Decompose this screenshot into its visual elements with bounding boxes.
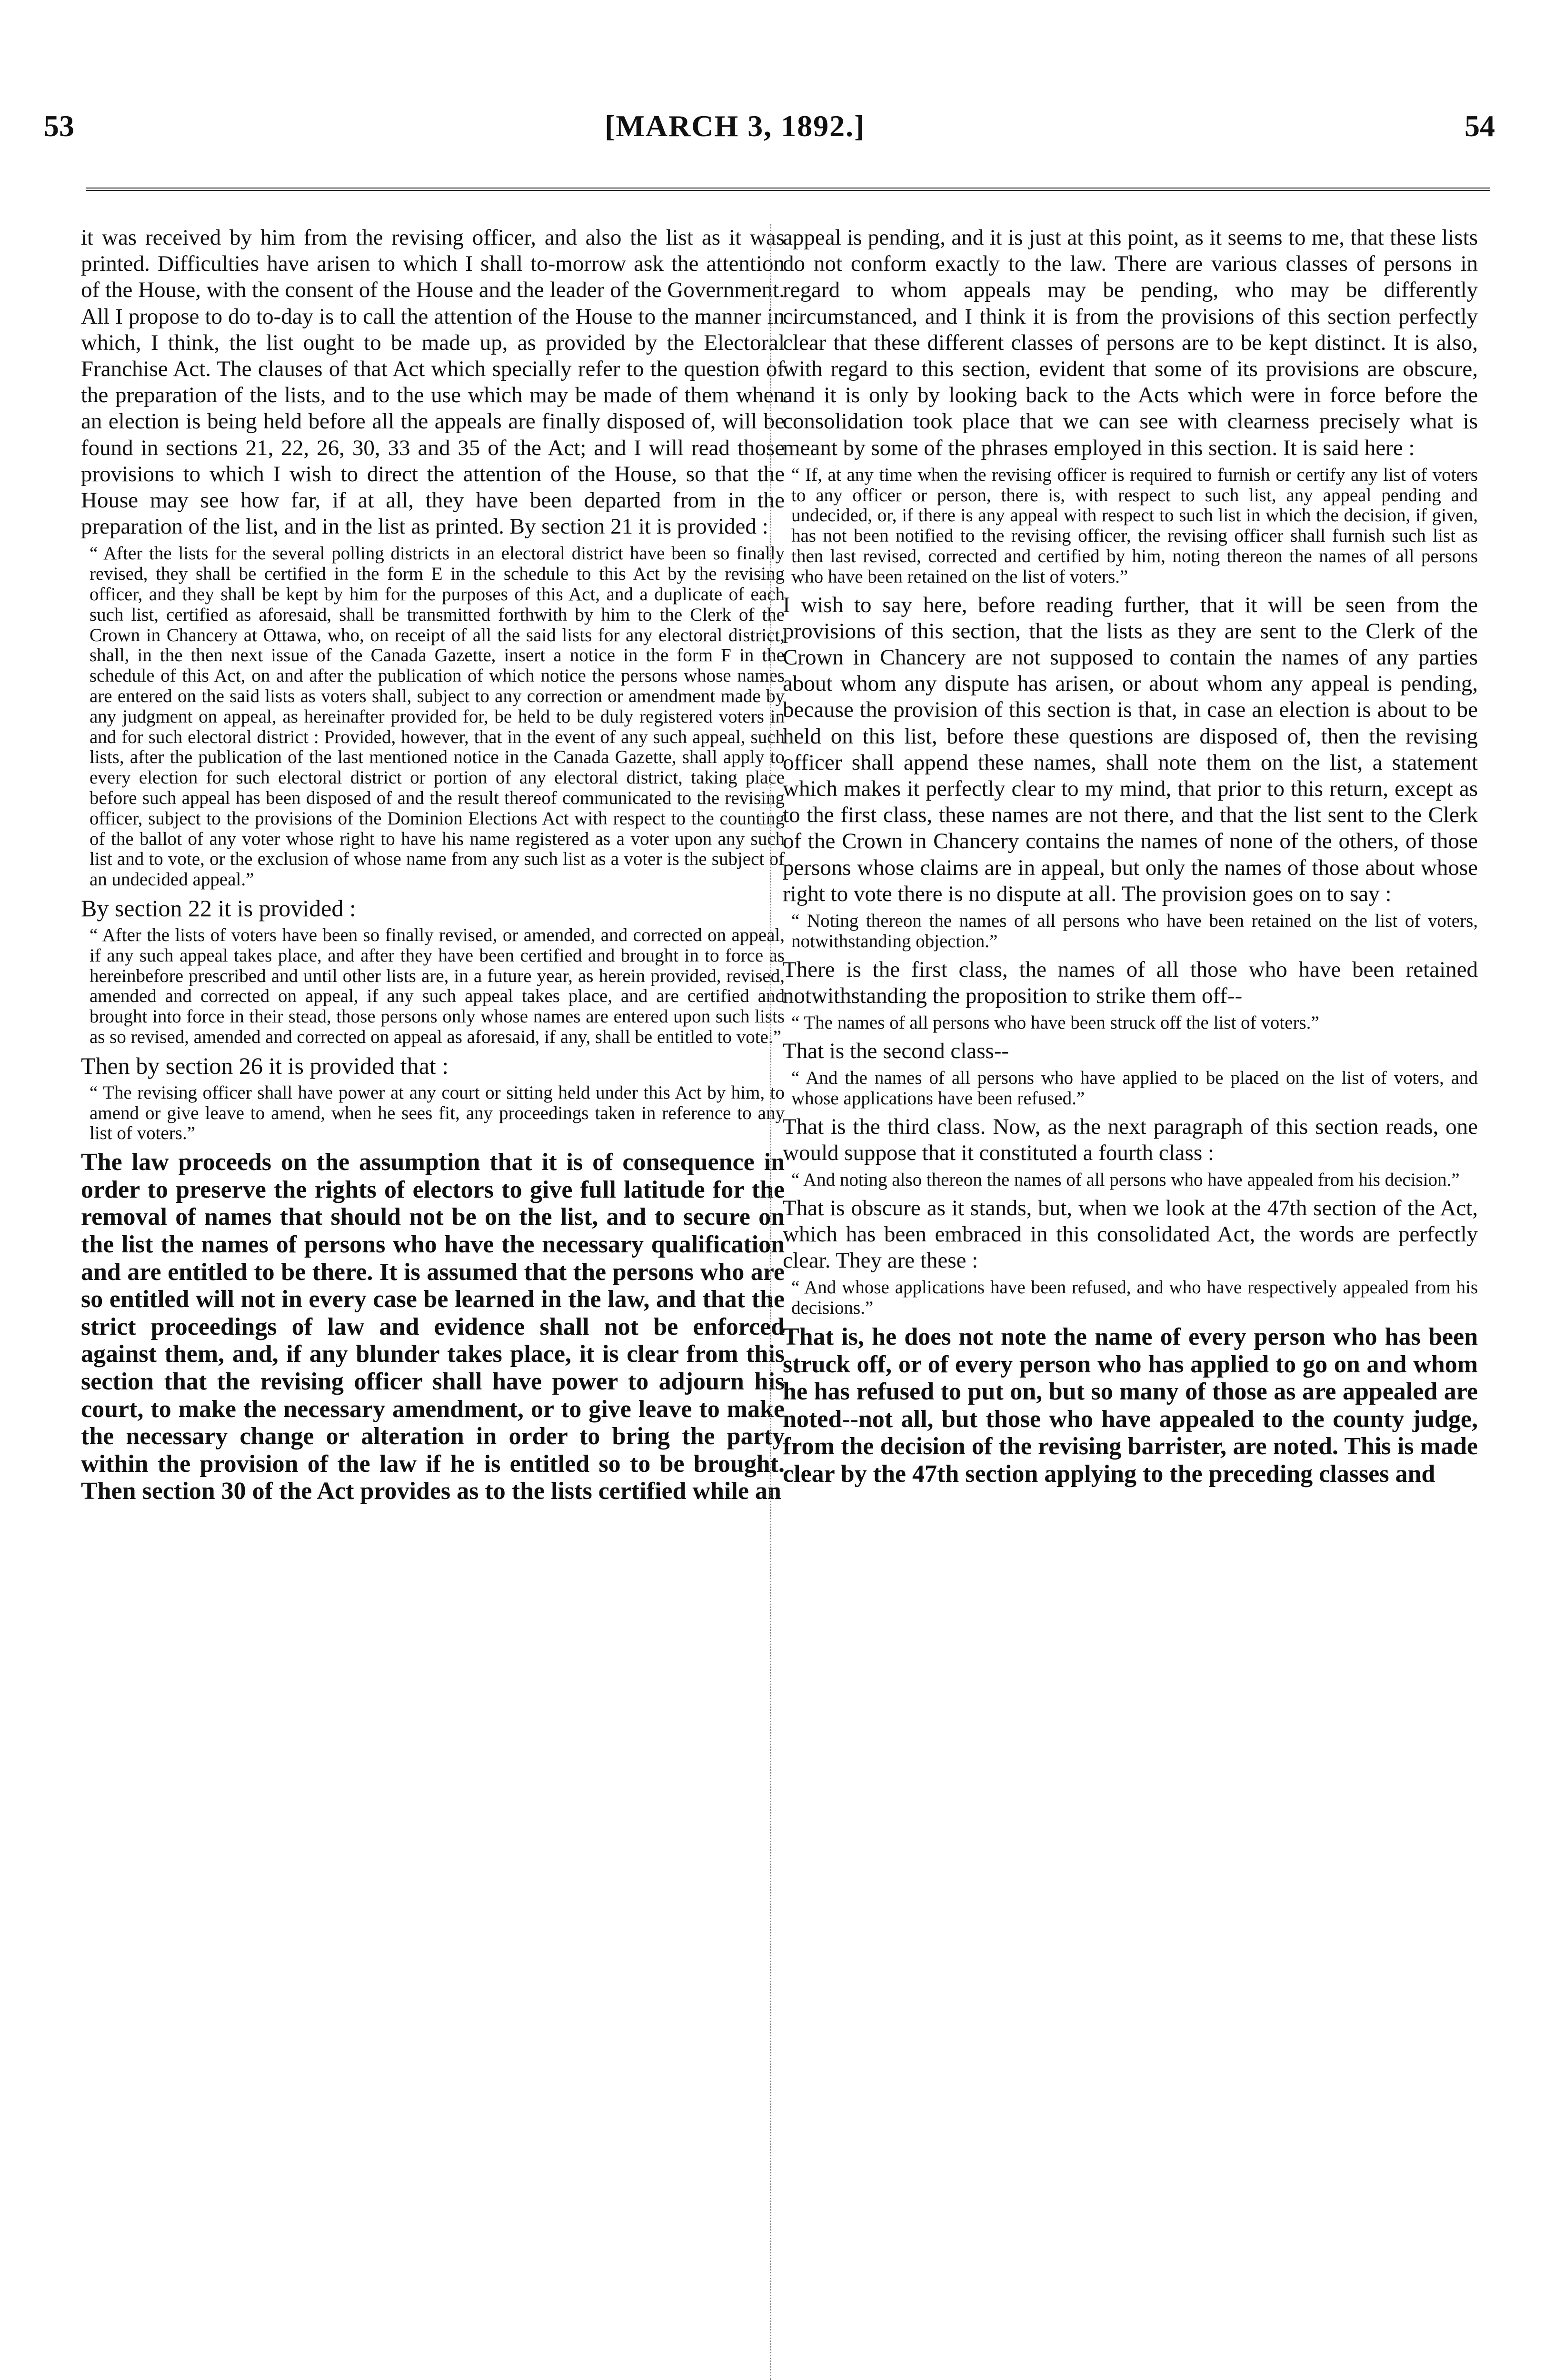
right-quote-3: “ The names of all persons who have been struck off the list of voters.” — [791, 1012, 1319, 1033]
column-divider — [770, 224, 771, 2380]
right-paragraph-1: appeal is pending, and it is just at this point, as it seems to me, that these lists do not conform exactly to the law. There are various classes of persons in regard to whom appeals may be pending, who may be differently circumstanced, and I think it is from the provisions of this section perfectly clear that these different classes of persons are to be kept distinct. It is also, with regard to this section, evident that some of its provisions are obscure, and it is only by looking back to the Acts which were in force before the consolidation took place that we can see with clearness precisely what is meant by some of the phrases employed in this section. It is said here : — [783, 225, 1478, 460]
left-paragraph-3: Then by section 26 it is provided that : — [81, 1052, 449, 1079]
left-paragraph-1: it was received by him from the revising officer, and also the list as it was printed. Difficulties have arisen to which I shall to-morrow ask the attention of the House, with the consent of the House and the leader of the Government. All I propose to do to-day is to call the attention of the House to the manner in which, I think, the list ought to be made up, as provided by the Electoral Franchise Act. The clauses of that Act which specially refer to the question of the preparation of the lists, and to the use which may be made of them when an election is being held before all the appeals are finally disposed of, will be found in sections 21, 22, 26, 30, 33 and 35 of the Act; and I will read those provisions to which I wish to direct the attention of the House, so that the House may see how far, if at all, they have been departed from in the preparation of the list, and in the list as printed. By section 21 it is provided : — [81, 225, 785, 539]
right-quote-1: “ If, at any time when the revising officer is required to furnish or certify any list of voters to any officer or person, there is, with respect to such list, any appeal pending and undecided, or, if there is any appeal with respect to such list in which the decision, if given, has not been notified to the revising officer, the revising officer shall furnish such list as then last revised, corrected and certified by him, noting thereon the names of all persons who have been retained on the list of voters.” — [791, 464, 1478, 587]
right-paragraph-5: That is the third class. Now, as the next paragraph of this section reads, one would suppose that it constituted a fourth class : — [783, 1114, 1478, 1165]
page-number-left: 53 — [44, 109, 74, 143]
left-quote-section-26: “ The revising officer shall have power at any court or sitting held under this Act by him, to amend or give leave to amend, when he sees fit, any proceedings taken in reference to any list of voters.” — [90, 1082, 785, 1144]
header-rule — [86, 188, 1490, 191]
left-paragraph-2: By section 22 it is provided : — [81, 894, 356, 922]
page-date-title: [MARCH 3, 1892.] — [605, 109, 866, 143]
right-paragraph-6: That is obscure as it stands, but, when we look at the 47th section of the Act, which has been embraced in this consolidated Act, the words are perfectly clear. They are these : — [783, 1195, 1478, 1273]
right-quote-5: “ And noting also thereon the names of all persons who have appealed from his decision.” — [791, 1170, 1460, 1190]
right-paragraph-7: That is, he does not note the name of every person who has been struck off, or of every person who has applied to go on and whom he has refused to put on, but so many of those as are appealed are noted--not all, but those who have appealed to the county judge, from the decision of the revising barrister, are noted. This is made clear by the 47th section applying to the preceding classes and — [783, 1323, 1478, 1488]
right-paragraph-4: That is the second class-- — [783, 1038, 1009, 1063]
page-header — [0, 0, 1555, 162]
left-quote-section-21: “ After the lists for the several polling districts in an electoral district have been so finally revised, they shall be certified in the form E in the schedule to this Act by the revising officer, and they shall be kept by him for the purposes of this Act, and a duplicate of each such list, certified as aforesaid, shall be transmitted forthwith by him to the Clerk of the Crown in Chancery at Ottawa, who, on receipt of all the said lists for any electoral district, shall, in the then next issue of the Canada Gazette, insert a notice in the form F in the schedule of this Act, on and after the publication of which notice the persons whose names are entered on the said lists as voters shall, subject to any correction or amendment made by any judgment on appeal, as hereinafter provided for, be held to be duly registered voters in and for such electoral district : Provided, however, that in the event of any such appeal, such lists, after the publication of the last mentioned notice in the Canada Gazette, shall apply to every election for such electoral district or portion of any electoral district, taking place before such appeal has been disposed of and the result thereof communicated to the revising officer, subject to the provisions of the Dominion Elections Act with respect to the counting of the ballot of any voter whose right to have his name registered as a voter upon any such list and to vote, or the exclusion of whose name from any such list as a voter is the subject of an undecided appeal.” — [90, 543, 785, 890]
page-number-right: 54 — [1465, 109, 1495, 143]
right-quote-6: “ And whose applications have been refused, and who have respectively appealed from his decisions.” — [791, 1277, 1478, 1319]
left-column — [81, 225, 785, 1505]
right-paragraph-2: I wish to say here, before reading further, that it will be seen from the provisions of this section, that the lists as they are sent to the Clerk of the Crown in Chancery are not supposed to contain the names of any parties about whom any dispute has arisen, or about whom any appeal is pending, because the provision of this section is that, in case an election is about to be held on this list, before these questions are disposed of, then the revising officer shall append these names, shall note them on the list, a statement which makes it perfectly clear to my mind, that prior to this return, except as to the first class, these names are not there, and that the list sent to the Clerk of the Crown in Chancery contains the names of none of the others, of those persons whose claims are in appeal, but only the names of those about whose right to vote there is no dispute at all. The provision goes on to say : — [783, 592, 1478, 906]
right-column — [783, 225, 1478, 1488]
right-quote-2: “ Noting thereon the names of all persons who have been retained on the list of voters, notwithstanding objection.” — [791, 911, 1478, 952]
right-paragraph-3: There is the first class, the names of all those who have been retained notwithstanding the proposition to strike them off-- — [783, 957, 1478, 1008]
left-paragraph-4: The law proceeds on the assumption that it is of consequence in order to preserve the rights of electors to give full latitude for the removal of names that should not be on the list, and to secure on the list the names of persons who have the necessary qualification and are entitled to be there. It is assumed that the persons who are so entitled will not in every case be learned in the law, and that the strict proceedings of law and evidence shall not be enforced against them, and, if any blunder takes place, it is clear from this section that the revising officer shall have power to adjourn his court, to make the necessary amendment, or to give leave to make the necessary change or alteration in order to bring the party within the provision of the law if he is entitled so to be brought. Then section 30 of the Act provides as to the lists certified while an — [81, 1149, 785, 1505]
right-quote-4: “ And the names of all persons who have applied to be placed on the list of voters, and whose applications have been refused.” — [791, 1068, 1478, 1109]
left-quote-section-22: “ After the lists of voters have been so finally revised, or amended, and corrected on appeal, if any such appeal takes place, and after they have been certified and brought in to force as hereinbefore prescribed and until other lists are, in a future year, as herein provided, revised, amended and corrected on appeal, if any such appeal takes place, and are certified and brought into force in their stead, those persons only whose names are entered upon such lists as so revised, amended and corrected on appeal as aforesaid, if any, shall be entitled to vote.” — [90, 924, 785, 1047]
